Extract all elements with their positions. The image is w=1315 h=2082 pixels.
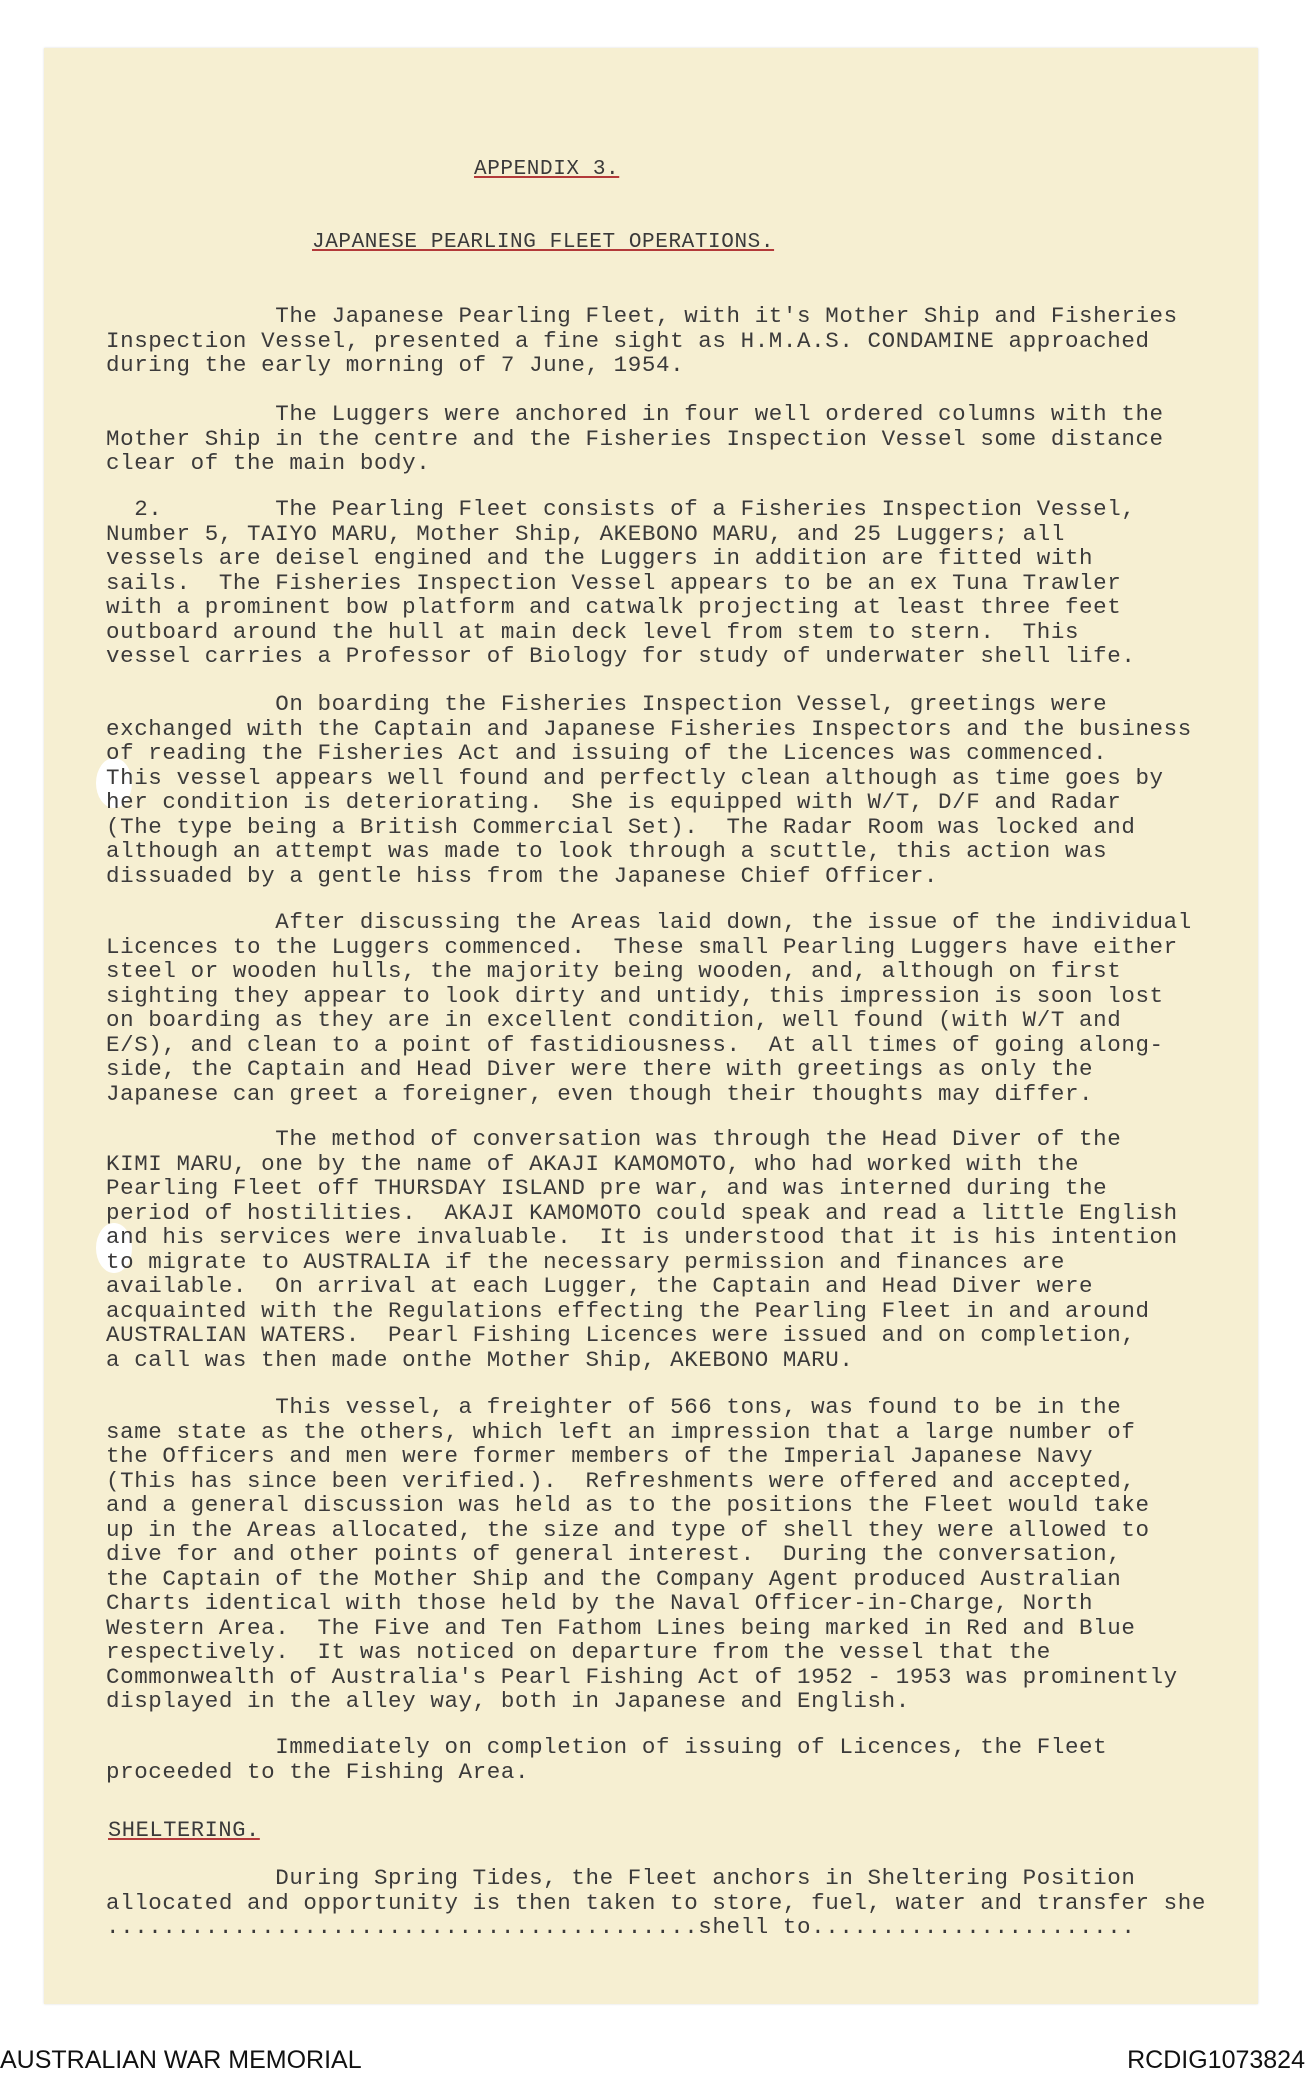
text-line: E/S), and clean to a point of fastidiousness. At all times of going along- (106, 1031, 1164, 1058)
text-line: Charts identical with those held by the Naval Officer-in-Charge, North (106, 1590, 1094, 1616)
text-line: although an attempt was made to look through a scuttle, this action was (106, 838, 1108, 864)
text-line: a call was then made onthe Mother Ship, AKEBONO MARU. (106, 1346, 854, 1373)
text-line: The Japanese Pearling Fleet, with it's Mother Ship and Fisheries (106, 303, 1178, 329)
text-line: proceeded to the Fishing Area. (106, 1758, 530, 1785)
text-line: Western Area. The Five and Ten Fathom Lines being marked in Red and Blue (106, 1614, 1136, 1641)
text-line: on boarding as they are in excellent condition, well found (with W/T and (106, 1007, 1122, 1033)
text-line: Japanese can greet a foreigner, even though their thoughts may differ. (106, 1080, 1094, 1107)
text-line: This vessel appears well found and perfectly clean although as time goes by (106, 764, 1164, 791)
text-line: with a prominent bow platform and catwalk projecting at least three feet (106, 594, 1122, 620)
text-line: KIMI MARU, one by the name of AKAJI KAMOMOTO, who had worked with the (106, 1150, 1080, 1177)
text-line: her condition is deteriorating. She is equipped with W/T, D/F and Radar (106, 789, 1122, 815)
text-line: up in the Areas allocated, the size and type of shell they were allowed to (106, 1516, 1150, 1543)
text-line: Pearling Fleet off THURSDAY ISLAND pre war, and was interned during the (106, 1175, 1108, 1201)
text-line: (The type being a British Commercial Set). The Radar Room was locked and (106, 813, 1136, 840)
appendix-title: APPENDIX 3. (474, 158, 620, 181)
text-line: The method of conversation was through the Head Diver of the (106, 1126, 1122, 1152)
text-line: side, the Captain and Head Diver were there with greetings as only the (106, 1056, 1094, 1082)
paragraph (106, 1395, 1178, 1714)
text-line: On boarding the Fisheries Inspection Vessel, greetings were (106, 691, 1108, 717)
text-line: clear of the main body. (106, 450, 431, 476)
text-line: Inspection Vessel, presented a fine sight as H.M.A.S. CONDAMINE approached (106, 327, 1150, 354)
main-title: JAPANESE PEARLING FLEET OPERATIONS. (312, 231, 775, 254)
text-line: dissuaded by a gentle hiss from the Japanese Chief Officer. (106, 862, 939, 889)
text-line: available. On arrival at each Lugger, the Captain and Head Diver were (106, 1273, 1094, 1299)
text-line: Licences to the Luggers commenced. These small Pearling Luggers have either (106, 933, 1178, 960)
text-line: Immediately on completion of issuing of Licences, the Fleet (106, 1734, 1108, 1760)
text-line: sails. The Fisheries Inspection Vessel appears to be an ex Tuna Trawler (106, 569, 1122, 596)
text-line: Commonwealth of Australia's Pearl Fishing Act of 1952 - 1953 was prominently (106, 1663, 1178, 1690)
text-line: period of hostilities. AKAJI KAMOMOTO could speak and read a little English (106, 1199, 1178, 1226)
text-line: the Officers and men were former members of the Imperial Japanese Navy (106, 1443, 1094, 1469)
text-line: AUSTRALIAN WATERS. Pearl Fishing Licences were issued and on completion, (106, 1322, 1136, 1348)
text-line: and his services were invaluable. It is understood that it is his intention (106, 1224, 1178, 1250)
text-line: This vessel, a freighter of 566 tons, was found to be in the (106, 1394, 1122, 1420)
text-line: the Captain of the Mother Ship and the Company Agent produced Australian (106, 1565, 1122, 1592)
paragraph (106, 402, 1164, 476)
text-line: The Luggers were anchored in four well ordered columns with the (106, 401, 1164, 427)
section-heading: SHELTERING. (108, 1818, 260, 1843)
text-line: exchanged with the Captain and Japanese Fisheries Inspectors and the business (106, 715, 1192, 742)
text-line: dive for and other points of general interest. During the conversation, (106, 1541, 1122, 1567)
text-line: allocated and opportunity is then taken to store, fuel, water and transfer she (106, 1889, 1206, 1916)
text-line: displayed in the alley way, both in Japanese and English. (106, 1688, 910, 1714)
paragraph (106, 692, 1192, 888)
text-line: (This has since been verified.). Refreshments were offered and accepted, (106, 1467, 1136, 1494)
text-line: same state as the others, which left an impression that a large number of (106, 1418, 1136, 1445)
paragraph (106, 304, 1178, 378)
paragraph (106, 1866, 1206, 1940)
text-line: steel or wooden hulls, the majority being wooden, and, although on first (106, 958, 1122, 984)
text-line: and a general discussion was held as to the positions the Fleet would take (106, 1492, 1150, 1518)
text-line: sighting they appear to look dirty and untidy, this impression is soon lost (106, 982, 1164, 1009)
text-line: of reading the Fisheries Act and issuing of the Licences was commenced. (106, 740, 1108, 766)
text-line: Number 5, TAIYO MARU, Mother Ship, AKEBONO MARU, and 25 Luggers; all (106, 520, 1065, 547)
text-line: acquainted with the Regulations effecting the Pearling Fleet in and around (106, 1297, 1150, 1324)
text-line: vessel carries a Professor of Biology for study of underwater shell life. (106, 643, 1136, 669)
text-line: vessels are deisel engined and the Luggers in addition are fitted with (106, 545, 1094, 571)
footer-source: AUSTRALIAN WAR MEMORIAL (0, 2046, 362, 2074)
paragraph (106, 910, 1192, 1106)
footer-record-id: RCDIG1073824 (1127, 2046, 1305, 2074)
text-line: to migrate to AUSTRALIA if the necessary permission and finances are (106, 1248, 1065, 1275)
paragraph (106, 497, 1135, 669)
text-line: During Spring Tides, the Fleet anchors in Sheltering Position (106, 1865, 1136, 1891)
text-line: 2. The Pearling Fleet consists of a Fisheries Inspection Vessel, (106, 496, 1136, 522)
text-line: outboard around the hull at main deck level from stem to stern. This (106, 618, 1080, 645)
paragraph (106, 1127, 1178, 1372)
paragraph (106, 1735, 1107, 1784)
text-line: during the early morning of 7 June, 1954. (106, 352, 685, 378)
text-line: respectively. It was noticed on departure from the vessel that the (106, 1639, 1051, 1665)
text-line: ..........................................shell to....................... (106, 1914, 1136, 1940)
text-line: After discussing the Areas laid down, the issue of the individual (106, 909, 1192, 935)
text-line: Mother Ship in the centre and the Fisheries Inspection Vessel some distance (106, 425, 1164, 452)
